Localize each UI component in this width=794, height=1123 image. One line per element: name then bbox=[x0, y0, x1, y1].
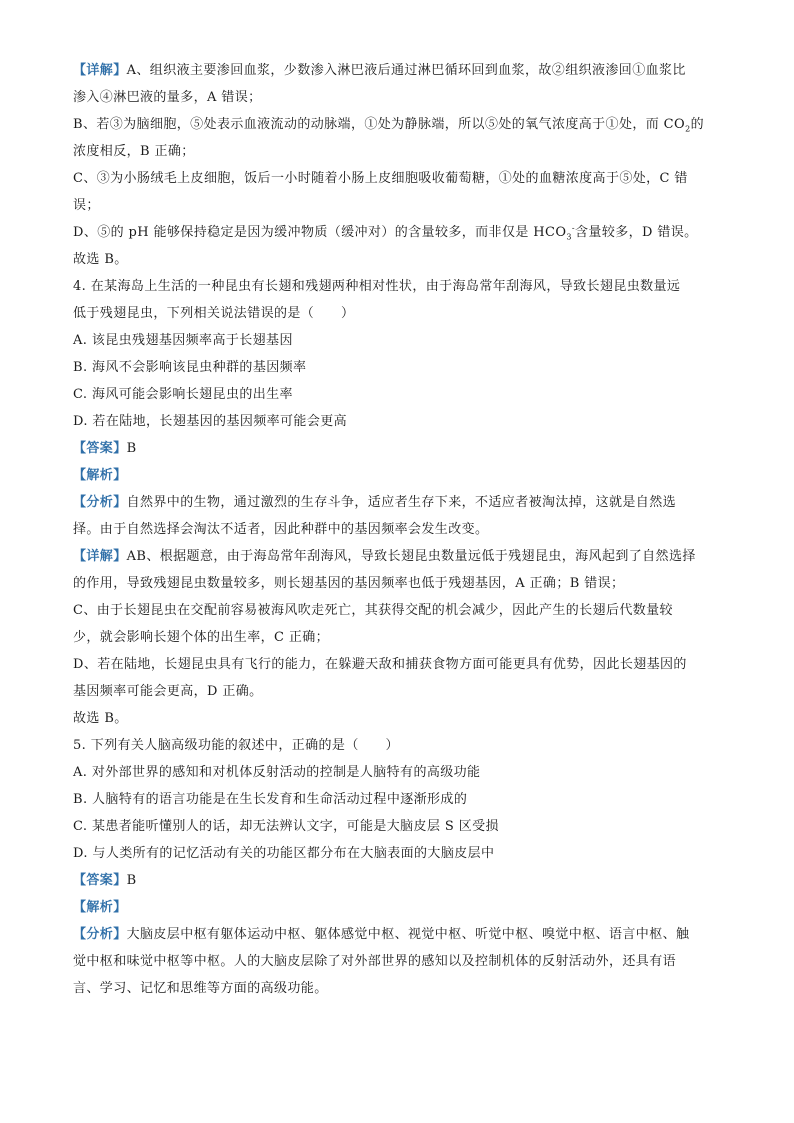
q4-fenxi-line2: 择。由于自然选择会淘汰不适者，因此种群中的基因频率会发生改变。 bbox=[73, 522, 489, 537]
q5-option-d: D. 与人类所有的记忆活动有关的功能区都分布在大脑表面的大脑皮层中 bbox=[73, 846, 495, 861]
q4-stem-line2: 低于残翅昆虫，下列相关说法错误的是（ ） bbox=[73, 306, 355, 321]
q3-detail-a-line1 bbox=[73, 57, 723, 84]
q4-option-b: B. 海风不会影响该昆虫种群的基因频率 bbox=[73, 360, 307, 375]
q5-analysis-heading bbox=[73, 894, 723, 921]
answer-tag: 【答案】 bbox=[73, 441, 127, 456]
q5-answer-value: B bbox=[126, 873, 137, 888]
q3-detail-a-text-1: A、组织液主要渗回血浆，少数渗入淋巴液后通过淋巴循环回到血浆，故②组织液渗回①血浆比 bbox=[126, 63, 686, 78]
q4-detail-line5: D、若在陆地，长翅昆虫具有飞行的能力，在躲避天敌和捕获食物方面可能更具有优势，因此长翅基因的 bbox=[73, 657, 687, 672]
q4-fenxi-text-1: 自然界中的生物，通过激烈的生存斗争，适应者生存下来，不适应者被淘汰掉，这就是自然选 bbox=[126, 495, 677, 510]
hco3-superscript: - bbox=[571, 223, 576, 233]
q5-fenxi-line2: 觉中枢和味觉中枢等中枢。人的大脑皮层除了对外部世界的感知以及控制机体的反射活动外，还具有语 bbox=[73, 954, 677, 969]
q4-detail-line2: 的作用，导致残翅昆虫数量较多，则长翅基因的基因频率也低于残翅基因，A 正确；B 错误； bbox=[73, 576, 625, 591]
q4-detail-line4: 少，就会影响长翅个体的出生率，C 正确； bbox=[73, 630, 330, 645]
analysis-tag: 【解析】 bbox=[73, 468, 127, 483]
q4-stem-line1: 4. 在某海岛上生活的一种昆虫有长翅和残翅两种相对性状，由于海岛常年刮海风，导致长翅昆虫数量远 bbox=[73, 279, 681, 294]
q5-option-a: A. 对外部世界的感知和对机体反射活动的控制是人脑特有的高级功能 bbox=[73, 765, 481, 780]
q4-answer bbox=[73, 435, 723, 462]
fenxi-tag: 【分析】 bbox=[73, 927, 127, 942]
detail-tag: 【详解】 bbox=[73, 549, 127, 564]
detail-tag: 【详解】 bbox=[73, 63, 127, 78]
q5-fenxi-text-1: 大脑皮层中枢有躯体运动中枢、躯体感觉中枢、视觉中枢、听觉中枢、嗅觉中枢、语言中枢、触 bbox=[126, 927, 690, 942]
q5-option-b: B. 人脑特有的语言功能是在生长发育和生命活动过程中逐渐形成的 bbox=[73, 792, 468, 807]
answer-tag: 【答案】 bbox=[73, 873, 127, 888]
fenxi-tag: 【分析】 bbox=[73, 495, 127, 510]
q3-detail-b-text-1-end: 的 bbox=[690, 117, 704, 132]
analysis-tag: 【解析】 bbox=[73, 900, 127, 915]
q5-answer bbox=[73, 867, 723, 894]
q3-detail-d-line bbox=[73, 219, 723, 246]
q5-fenxi-line1 bbox=[73, 921, 723, 948]
q3-detail-b-line1 bbox=[73, 111, 723, 138]
q3-detail-b-text-1: B、若③为脑细胞，⑤处表示血液流动的动脉端，①处为静脉端，所以⑤处的氧气浓度高于①处，而 CO bbox=[73, 117, 686, 132]
q4-detail-line6: 基因频率可能会更高，D 正确。 bbox=[73, 684, 263, 699]
q4-detail-line1 bbox=[73, 543, 723, 570]
q4-fenxi-line1 bbox=[73, 489, 723, 516]
q3-detail-c-line2: 误； bbox=[73, 198, 100, 213]
q4-detail-text-1: AB、根据题意，由于海岛常年刮海风，导致长翅昆虫数量远低于残翅昆虫，海风起到了自然选择 bbox=[126, 549, 696, 564]
q4-conclusion: 故选 B。 bbox=[73, 711, 128, 726]
q4-option-d: D. 若在陆地，长翅基因的基因频率可能会更高 bbox=[73, 414, 348, 429]
q5-fenxi-line3: 言、学习、记忆和思维等方面的高级功能。 bbox=[73, 981, 328, 996]
q3-detail-d-text: D、⑤的 pH 能够保持稳定是因为缓冲物质（缓冲对）的含量较多，而非仅是 HCO bbox=[73, 225, 567, 240]
hco3-subscript: 3 bbox=[566, 232, 572, 242]
q3-detail-c-line1: C、③为小肠绒毛上皮细胞，饭后一小时随着小肠上皮细胞吸收葡萄糖，①处的血糖浓度高于⑤处，C 错 bbox=[73, 171, 688, 186]
q4-option-c: C. 海风可能会影响长翅昆虫的出生率 bbox=[73, 387, 293, 402]
q4-analysis-heading bbox=[73, 462, 723, 489]
q5-stem: 5. 下列有关人脑高级功能的叙述中，正确的是（ ） bbox=[73, 738, 399, 753]
document-page bbox=[73, 57, 723, 1002]
co2-subscript: 2 bbox=[685, 124, 691, 134]
q5-option-c: C. 某患者能听懂别人的话，却无法辨认文字，可能是大脑皮层 S 区受损 bbox=[73, 819, 499, 834]
q3-detail-a-line2: 渗入④淋巴液的量多，A 错误； bbox=[73, 90, 262, 105]
q4-option-a: A. 该昆虫残翅基因频率高于长翅基因 bbox=[73, 333, 293, 348]
q3-detail-d-text-end: 含量较多，D 错误。 bbox=[575, 225, 698, 240]
q3-conclusion: 故选 B。 bbox=[73, 252, 128, 267]
q3-detail-b-line2: 浓度相反，B 正确； bbox=[73, 144, 195, 159]
q4-answer-value: B bbox=[126, 441, 137, 456]
q4-detail-line3: C、由于长翅昆虫在交配前容易被海风吹走死亡，其获得交配的机会减少，因此产生的长翅后代数量较 bbox=[73, 603, 673, 618]
